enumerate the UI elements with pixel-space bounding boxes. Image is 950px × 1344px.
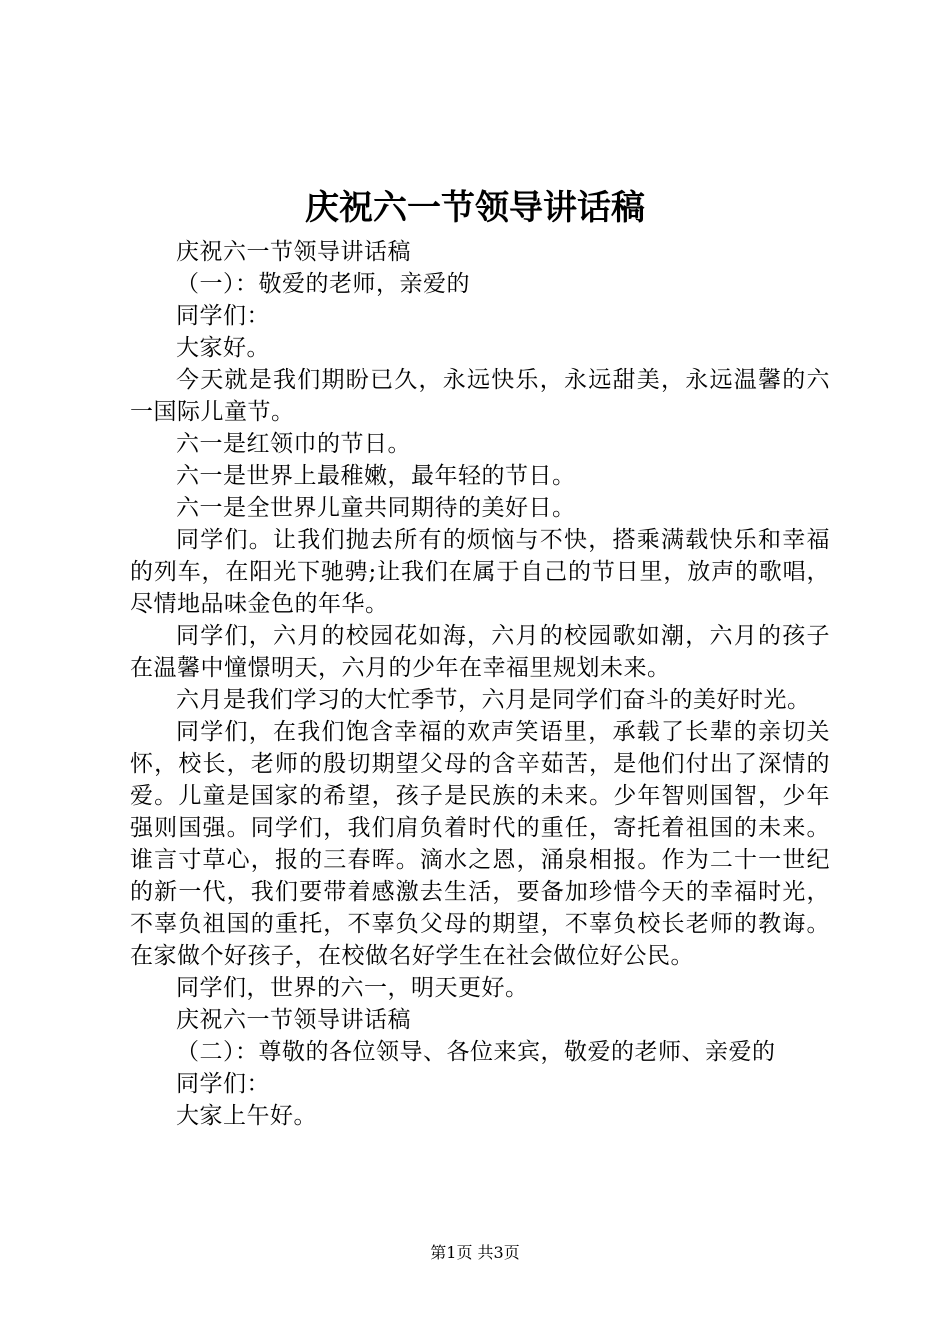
paragraph: 同学们，世界的六一，明天更好。 [176,975,529,1001]
paragraph: 同学们。让我们抛去所有的烦恼与不快，搭乘满载快乐和幸福的列车，在阳光下驰骋;让我们在属于自己的节日里，放声的歌唱，尽情地品味金色的年华。 [130,527,830,617]
page-number: 第1页 共3页 [430,1243,520,1262]
page-footer [0,1243,950,1263]
paragraph: 六一是全世界儿童共同期待的美好日。 [176,495,576,521]
paragraph: 大家好。 [176,335,270,361]
paragraph: 同学们： [176,303,270,329]
document-body [130,236,830,1132]
paragraph: （一）：敬爱的老师，亲爱的 [176,271,470,297]
paragraph: 六一是红领巾的节日。 [176,431,411,457]
paragraph: 同学们，六月的校园花如海，六月的校园歌如潮，六月的孩子在温馨中憧憬明天，六月的少年在幸福里规划未来。 [130,623,830,681]
paragraph: 六月是我们学习的大忙季节，六月是同学们奋斗的美好时光。 [176,687,811,713]
paragraph: 今天就是我们期盼已久，永远快乐，永远甜美，永远温馨的六一国际儿童节。 [130,367,830,425]
paragraph: 同学们，在我们饱含幸福的欢声笑语里，承载了长辈的亲切关怀，校长，老师的殷切期望父母的含辛茹苦，是他们付出了深情的爱。儿童是国家的希望，孩子是民族的未来。少年智则国智，少年强则国强。同学们，我们肩负着时代的重任，寄托着祖国的未来。谁言寸草心，报的三春晖。滴水之恩，涌泉相报。作为二十一世纪的新一代，我们要带着感激去生活，要备加珍惜今天的幸福时光，不辜负祖国的重托，不辜负父母的期望，不辜负校长老师的教诲。在家做个好孩子，在校做名好学生在社会做位好公民。 [130,719,830,969]
document-title: 庆祝六一节领导讲话稿 [305,188,645,228]
paragraph: 大家上午好。 [176,1103,317,1129]
paragraph: 庆祝六一节领导讲话稿 [176,1007,411,1033]
paragraph: （二）：尊敬的各位领导、各位来宾，敬爱的老师、亲爱的 [176,1039,776,1065]
paragraph: 庆祝六一节领导讲话稿 [176,239,411,265]
paragraph: 同学们： [176,1071,270,1097]
paragraph: 六一是世界上最稚嫩，最年轻的节日。 [176,463,576,489]
